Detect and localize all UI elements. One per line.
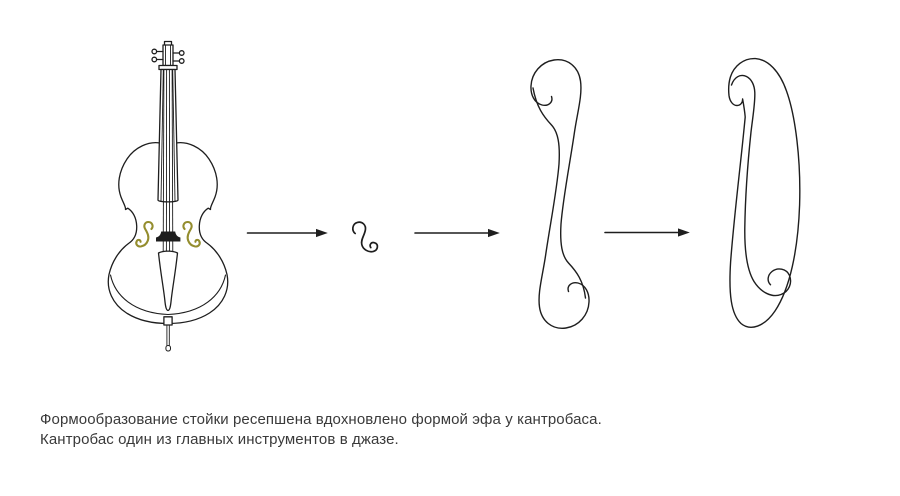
reception-stand-form-icon	[729, 59, 800, 328]
caption-line-2: Кантробас один из главных инструментов в джазе.	[40, 430, 399, 448]
arrow-right-icon	[415, 229, 500, 237]
arrow-right-icon	[605, 228, 690, 236]
f-hole-small-icon	[353, 222, 378, 252]
f-hole-outline-icon	[531, 60, 589, 329]
arrow-right-icon	[248, 229, 328, 237]
stand-form-inner-line	[732, 75, 791, 295]
large-f-hole-outer-line	[531, 60, 586, 298]
large-f-hole-inner-line	[533, 88, 589, 328]
caption	[40, 410, 680, 449]
bass-endpin	[164, 317, 172, 351]
bass-pegbox	[163, 45, 173, 66]
caption-line-1: Формообразование стойки ресепшена вдохновлено формой эфа у кантробаса.	[40, 411, 602, 428]
double-bass-icon	[108, 42, 227, 352]
